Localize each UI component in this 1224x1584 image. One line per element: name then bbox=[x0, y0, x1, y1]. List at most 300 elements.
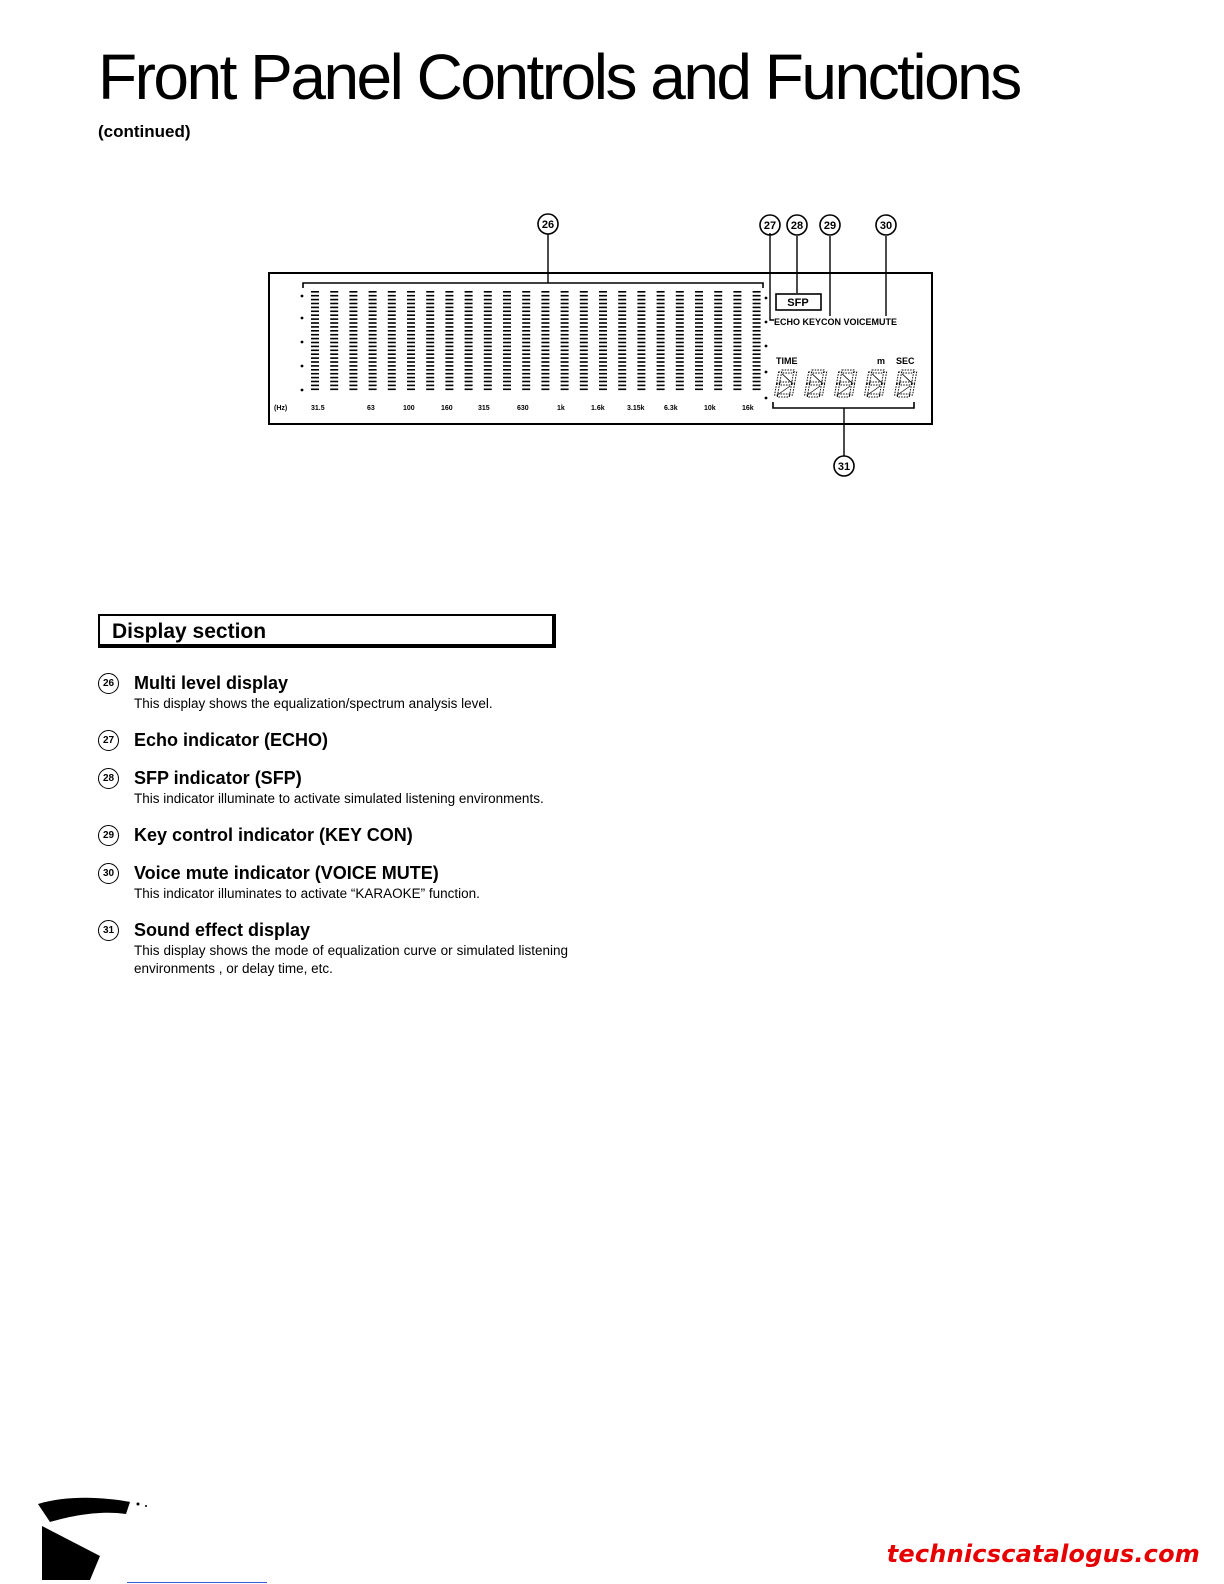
spectrum-segment bbox=[369, 365, 377, 367]
spectrum-segment bbox=[676, 381, 684, 383]
spectrum-segment bbox=[407, 381, 415, 383]
spectrum-segment bbox=[580, 303, 588, 305]
spectrum-segment bbox=[676, 389, 684, 391]
spectrum-segment bbox=[388, 311, 396, 313]
spectrum-segment bbox=[637, 322, 645, 324]
spectrum-segment bbox=[465, 346, 473, 348]
spectrum-segment bbox=[369, 385, 377, 387]
spectrum-segment bbox=[445, 326, 453, 328]
spectrum-segment bbox=[695, 350, 703, 352]
spectrum-segment bbox=[426, 334, 434, 336]
spectrum-segment bbox=[599, 389, 607, 391]
spectrum-segment bbox=[599, 385, 607, 387]
spectrum-segment bbox=[541, 295, 549, 297]
spectrum-segment bbox=[522, 303, 530, 305]
spectrum-segment bbox=[369, 334, 377, 336]
spectrum-segment bbox=[522, 369, 530, 371]
spectrum-segment bbox=[407, 291, 415, 293]
callout-27 bbox=[760, 215, 780, 235]
frequency-label: 10k bbox=[704, 405, 716, 412]
spectrum-segment bbox=[388, 314, 396, 316]
item-number-icon: 27 bbox=[98, 730, 119, 751]
spectrum-segment bbox=[714, 369, 722, 371]
spectrum-segment bbox=[599, 330, 607, 332]
spectrum-segment bbox=[657, 299, 665, 301]
spectrum-segment bbox=[637, 389, 645, 391]
spectrum-segment bbox=[388, 326, 396, 328]
spectrum-segment bbox=[637, 307, 645, 309]
spectrum-segment bbox=[369, 361, 377, 363]
spectrum-segment bbox=[580, 322, 588, 324]
level-dot bbox=[301, 341, 304, 344]
spectrum-segment bbox=[388, 369, 396, 371]
spectrum-segment bbox=[465, 342, 473, 344]
item-key-control-indicator bbox=[98, 824, 568, 846]
spectrum-segment bbox=[753, 326, 761, 328]
spectrum-segment bbox=[522, 311, 530, 313]
spectrum-segment bbox=[695, 373, 703, 375]
spectrum-segment bbox=[503, 322, 511, 324]
segment bbox=[811, 370, 824, 373]
spectrum-segment bbox=[714, 322, 722, 324]
segment bbox=[897, 394, 910, 397]
item-title: Sound effect display bbox=[134, 920, 311, 940]
spectrum-segment bbox=[503, 357, 511, 359]
spectrum-segment bbox=[733, 334, 741, 336]
spectrum-segment bbox=[445, 365, 453, 367]
spectrum-segment bbox=[733, 322, 741, 324]
spectrum-segment bbox=[695, 338, 703, 340]
spectrum-segment bbox=[445, 357, 453, 359]
spectrum-segment bbox=[311, 389, 319, 391]
spectrum-segment bbox=[388, 299, 396, 301]
spectrum-segment bbox=[388, 381, 396, 383]
spectrum-segment bbox=[580, 342, 588, 344]
svg-text:30: 30 bbox=[879, 220, 893, 232]
spectrum-segment bbox=[426, 353, 434, 355]
spectrum-segment bbox=[541, 385, 549, 387]
spectrum-segment bbox=[561, 314, 569, 316]
spectrum-segment bbox=[330, 365, 338, 367]
spectrum-segment bbox=[407, 365, 415, 367]
spectrum-segment bbox=[388, 318, 396, 320]
spectrum-segment bbox=[637, 291, 645, 293]
spectrum-segment bbox=[695, 385, 703, 387]
spectrum-segment bbox=[753, 350, 761, 352]
spectrum-segment bbox=[618, 303, 626, 305]
spectrum-segment bbox=[618, 318, 626, 320]
spectrum-segment bbox=[484, 357, 492, 359]
spectrum-segment bbox=[426, 361, 434, 363]
spectrum-segment bbox=[407, 338, 415, 340]
spectrum-segment bbox=[714, 377, 722, 379]
spectrum-segment bbox=[599, 377, 607, 379]
spectrum-segment bbox=[388, 322, 396, 324]
segment bbox=[841, 370, 854, 373]
spectrum-segment bbox=[733, 357, 741, 359]
spectrum-segment bbox=[484, 330, 492, 332]
spectrum-segment bbox=[369, 318, 377, 320]
spectrum-segment bbox=[407, 357, 415, 359]
spectrum-segment bbox=[599, 299, 607, 301]
spectrum-segment bbox=[388, 350, 396, 352]
spectrum-segment bbox=[676, 311, 684, 313]
spectrum-segment bbox=[503, 307, 511, 309]
spectrum-segment bbox=[522, 318, 530, 320]
spectrum-segment bbox=[330, 338, 338, 340]
spectrum-segment bbox=[311, 314, 319, 316]
spectrum-segment bbox=[445, 350, 453, 352]
spectrum-segment bbox=[637, 369, 645, 371]
spectrum-segment bbox=[349, 353, 357, 355]
spectrum-segment bbox=[541, 346, 549, 348]
spectrum-segment bbox=[580, 369, 588, 371]
spectrum-segment bbox=[676, 357, 684, 359]
spectrum-segment bbox=[445, 353, 453, 355]
spectrum-segment bbox=[349, 369, 357, 371]
display-section-list bbox=[98, 672, 568, 994]
segment bbox=[899, 382, 912, 385]
segment-diagonal bbox=[811, 374, 822, 382]
spectrum-segment bbox=[676, 373, 684, 375]
spectrum-segment bbox=[484, 314, 492, 316]
spectrum-segment bbox=[349, 326, 357, 328]
spectrum-segment bbox=[657, 377, 665, 379]
spectrum-segment bbox=[695, 318, 703, 320]
spectrum-segment bbox=[676, 322, 684, 324]
spectrum-segment bbox=[695, 330, 703, 332]
indicator-labels: ECHO KEYCON VOICEMUTE bbox=[774, 317, 898, 327]
spectrum-segment bbox=[541, 303, 549, 305]
spectrum-segment bbox=[733, 377, 741, 379]
spectrum-segment bbox=[407, 311, 415, 313]
spectrum-segment bbox=[503, 314, 511, 316]
level-dot bbox=[765, 297, 768, 300]
spectrum-segment bbox=[522, 299, 530, 301]
spectrum-segment bbox=[465, 381, 473, 383]
spectrum-segment bbox=[426, 350, 434, 352]
spectrum-segment bbox=[580, 299, 588, 301]
frequency-label: 100 bbox=[403, 405, 415, 412]
spectrum-segment bbox=[388, 389, 396, 391]
spectrum-segment bbox=[349, 342, 357, 344]
spectrum-segment bbox=[733, 342, 741, 344]
segment bbox=[880, 384, 885, 395]
segment bbox=[777, 372, 782, 383]
spectrum-segment bbox=[599, 369, 607, 371]
spectrum-segment bbox=[426, 373, 434, 375]
callout-28 bbox=[787, 215, 807, 235]
spectrum-segment bbox=[369, 307, 377, 309]
spectrum-segment bbox=[503, 326, 511, 328]
svg-text:31: 31 bbox=[837, 461, 851, 473]
spectrum-segment bbox=[407, 385, 415, 387]
spectrum-segment bbox=[676, 330, 684, 332]
scan-artifact bbox=[30, 1484, 180, 1584]
spectrum-segment bbox=[503, 361, 511, 363]
spectrum-segment bbox=[753, 307, 761, 309]
spectrum-segment bbox=[676, 326, 684, 328]
spectrum-segment bbox=[369, 330, 377, 332]
spectrum-segment bbox=[753, 361, 761, 363]
spectrum-segment bbox=[657, 342, 665, 344]
spectrum-segment bbox=[426, 318, 434, 320]
spectrum-segment bbox=[388, 373, 396, 375]
frequency-label: 63 bbox=[367, 405, 375, 412]
spectrum-segment bbox=[445, 318, 453, 320]
spectrum-segment bbox=[522, 342, 530, 344]
spectrum-segment bbox=[637, 314, 645, 316]
segment-diagonal bbox=[781, 374, 792, 382]
spectrum-segment bbox=[695, 322, 703, 324]
spectrum-segment bbox=[618, 353, 626, 355]
spectrum-segment bbox=[426, 291, 434, 293]
spectrum-segment bbox=[599, 303, 607, 305]
spectrum-segment bbox=[618, 381, 626, 383]
spectrum-segment bbox=[733, 326, 741, 328]
spectrum-segment bbox=[484, 318, 492, 320]
spectrum-segment bbox=[522, 346, 530, 348]
spectrum-segment bbox=[522, 314, 530, 316]
spectrum-segment bbox=[657, 373, 665, 375]
spectrum-segment bbox=[445, 381, 453, 383]
spectrum-segment bbox=[330, 311, 338, 313]
spectrum-segment bbox=[311, 361, 319, 363]
spectrum-segment bbox=[522, 322, 530, 324]
spectrum-segment bbox=[618, 322, 626, 324]
frequency-label: 6.3k bbox=[664, 405, 678, 412]
spectrum-segment bbox=[637, 373, 645, 375]
spectrum-segment bbox=[580, 314, 588, 316]
frequency-label: 1k bbox=[557, 405, 565, 412]
spectrum-segment bbox=[657, 307, 665, 309]
spectrum-segment bbox=[714, 291, 722, 293]
watermark: technicscatalogus.com bbox=[886, 1540, 1200, 1568]
spectrum-segment bbox=[465, 377, 473, 379]
item-multi-level-display bbox=[98, 672, 568, 713]
spectrum-segment bbox=[541, 314, 549, 316]
spectrum-segment bbox=[714, 381, 722, 383]
level-dot bbox=[765, 371, 768, 374]
spectrum-segment bbox=[330, 342, 338, 344]
spectrum-segment bbox=[561, 365, 569, 367]
spectrum-segment bbox=[580, 326, 588, 328]
spectrum-segment bbox=[369, 342, 377, 344]
spectrum-segment bbox=[541, 334, 549, 336]
spectrum-segment bbox=[407, 307, 415, 309]
spectrum-segment bbox=[388, 377, 396, 379]
spectrum-segment bbox=[618, 357, 626, 359]
spectrum-segment bbox=[676, 314, 684, 316]
spectrum-segment bbox=[465, 353, 473, 355]
spectrum-segment bbox=[695, 291, 703, 293]
digits-bracket bbox=[773, 402, 914, 408]
spectrum-segment bbox=[676, 385, 684, 387]
spectrum-segment bbox=[407, 334, 415, 336]
spectrum-segment bbox=[599, 365, 607, 367]
spectrum-segment bbox=[349, 311, 357, 313]
spectrum-segment bbox=[465, 373, 473, 375]
spectrum-segment bbox=[349, 346, 357, 348]
spectrum-segment bbox=[426, 303, 434, 305]
item-title: Echo indicator (ECHO) bbox=[134, 730, 329, 750]
spectrum-segment bbox=[714, 311, 722, 313]
spectrum-segment bbox=[330, 350, 338, 352]
spectrum-segment bbox=[465, 314, 473, 316]
spectrum-segment bbox=[695, 307, 703, 309]
callout-26 bbox=[538, 214, 558, 234]
time-label: TIME bbox=[776, 356, 798, 366]
spectrum-segment bbox=[695, 314, 703, 316]
spectrum-segment bbox=[541, 307, 549, 309]
frequency-label: 1.6k bbox=[591, 405, 605, 412]
spectrum-segment bbox=[714, 365, 722, 367]
spectrum-segment bbox=[369, 299, 377, 301]
spectrum-segment bbox=[657, 322, 665, 324]
spectrum-segment bbox=[753, 389, 761, 391]
spectrum-segment bbox=[330, 389, 338, 391]
spectrum-segment bbox=[330, 299, 338, 301]
spectrum-segment bbox=[599, 318, 607, 320]
spectrum-segment bbox=[599, 346, 607, 348]
segment bbox=[882, 372, 887, 383]
spectrum-segment bbox=[349, 385, 357, 387]
segment bbox=[867, 394, 880, 397]
spectrum-segment bbox=[561, 377, 569, 379]
spectrum-segment bbox=[733, 385, 741, 387]
spectrum-segment bbox=[599, 381, 607, 383]
spectrum-segment bbox=[753, 295, 761, 297]
spectrum-segment bbox=[733, 369, 741, 371]
item-description: This display shows the equalization/spectrum analysis level. bbox=[134, 696, 493, 711]
spectrum-segment bbox=[657, 350, 665, 352]
spectrum-segment bbox=[484, 361, 492, 363]
spectrum-segment bbox=[484, 369, 492, 371]
spectrum-segment bbox=[484, 342, 492, 344]
spectrum-segment bbox=[445, 303, 453, 305]
spectrum-segment bbox=[637, 377, 645, 379]
spectrum-segment bbox=[465, 322, 473, 324]
segment bbox=[781, 370, 794, 373]
spectrum-segment bbox=[407, 369, 415, 371]
spectrum-segment bbox=[676, 342, 684, 344]
spectrum-segment bbox=[637, 330, 645, 332]
spectrum-segment bbox=[388, 361, 396, 363]
spectrum-segment bbox=[753, 322, 761, 324]
spectrum-segment bbox=[465, 311, 473, 313]
page-subtitle: (continued) bbox=[98, 122, 191, 141]
spectrum-segment bbox=[522, 377, 530, 379]
spectrum-segment bbox=[503, 346, 511, 348]
spectrum-segment bbox=[426, 357, 434, 359]
spectrum-segment bbox=[407, 322, 415, 324]
segment bbox=[809, 382, 822, 385]
spectrum-segment bbox=[580, 318, 588, 320]
spectrum-segment bbox=[580, 353, 588, 355]
spectrum-segment bbox=[695, 353, 703, 355]
spectrum-bars bbox=[311, 291, 761, 390]
front-panel-display-diagram bbox=[0, 0, 1224, 520]
spectrum-segment bbox=[349, 318, 357, 320]
spectrum-segment bbox=[618, 326, 626, 328]
spectrum-segment bbox=[388, 346, 396, 348]
spectrum-segment bbox=[369, 369, 377, 371]
spectrum-segment bbox=[311, 322, 319, 324]
spectrum-segment bbox=[714, 361, 722, 363]
spectrum-segment bbox=[753, 318, 761, 320]
spectrum-segment bbox=[561, 299, 569, 301]
spectrum-segment bbox=[407, 295, 415, 297]
spectrum-segment bbox=[522, 373, 530, 375]
spectrum-segment bbox=[714, 385, 722, 387]
spectrum-segment bbox=[484, 346, 492, 348]
spectrum-segment bbox=[676, 361, 684, 363]
spectrum-segment bbox=[388, 307, 396, 309]
spectrum-segment bbox=[637, 353, 645, 355]
level-dot bbox=[765, 321, 768, 324]
spectrum-segment bbox=[426, 295, 434, 297]
spectrum-segment bbox=[657, 303, 665, 305]
spectrum-segment bbox=[695, 377, 703, 379]
spectrum-segment bbox=[388, 357, 396, 359]
spectrum-segment bbox=[522, 326, 530, 328]
spectrum-segment bbox=[330, 330, 338, 332]
spectrum-segment bbox=[733, 338, 741, 340]
frequency-label: 3.15k bbox=[627, 405, 645, 412]
spectrum-segment bbox=[657, 389, 665, 391]
spectrum-segment bbox=[599, 314, 607, 316]
spectrum-segment bbox=[618, 346, 626, 348]
spectrum-segment bbox=[311, 377, 319, 379]
spectrum-segment bbox=[753, 365, 761, 367]
spectrum-segment bbox=[618, 342, 626, 344]
spectrum-segment bbox=[695, 361, 703, 363]
spectrum-segment bbox=[503, 295, 511, 297]
spectrum-segment bbox=[369, 357, 377, 359]
spectrum-segment bbox=[445, 342, 453, 344]
spectrum-segment bbox=[676, 295, 684, 297]
frequency-label: 160 bbox=[441, 405, 453, 412]
spectrum-segment bbox=[407, 330, 415, 332]
spectrum-segment bbox=[561, 385, 569, 387]
spectrum-segment bbox=[753, 314, 761, 316]
spectrum-segment bbox=[676, 365, 684, 367]
spectrum-segment bbox=[484, 295, 492, 297]
spectrum-segment bbox=[733, 307, 741, 309]
segment-diagonal bbox=[841, 374, 852, 382]
spectrum-segment bbox=[541, 299, 549, 301]
spectrum-segment bbox=[618, 373, 626, 375]
spectrum-segment bbox=[426, 338, 434, 340]
spectrum-segment bbox=[714, 318, 722, 320]
spectrum-segment bbox=[465, 350, 473, 352]
spectrum-segment bbox=[637, 381, 645, 383]
spectrum-segment bbox=[503, 389, 511, 391]
segment bbox=[790, 384, 795, 395]
spectrum-segment bbox=[330, 385, 338, 387]
spectrum-segment bbox=[407, 350, 415, 352]
segment-digit bbox=[834, 370, 857, 397]
item-sound-effect-display bbox=[98, 919, 568, 978]
item-title: Multi level display bbox=[134, 673, 289, 693]
spectrum-segment bbox=[445, 373, 453, 375]
spectrum-segment bbox=[426, 381, 434, 383]
spectrum-segment bbox=[714, 338, 722, 340]
spectrum-segment bbox=[311, 311, 319, 313]
spectrum-segment bbox=[484, 307, 492, 309]
spectrum-segment bbox=[349, 291, 357, 293]
spectrum-segment bbox=[465, 303, 473, 305]
